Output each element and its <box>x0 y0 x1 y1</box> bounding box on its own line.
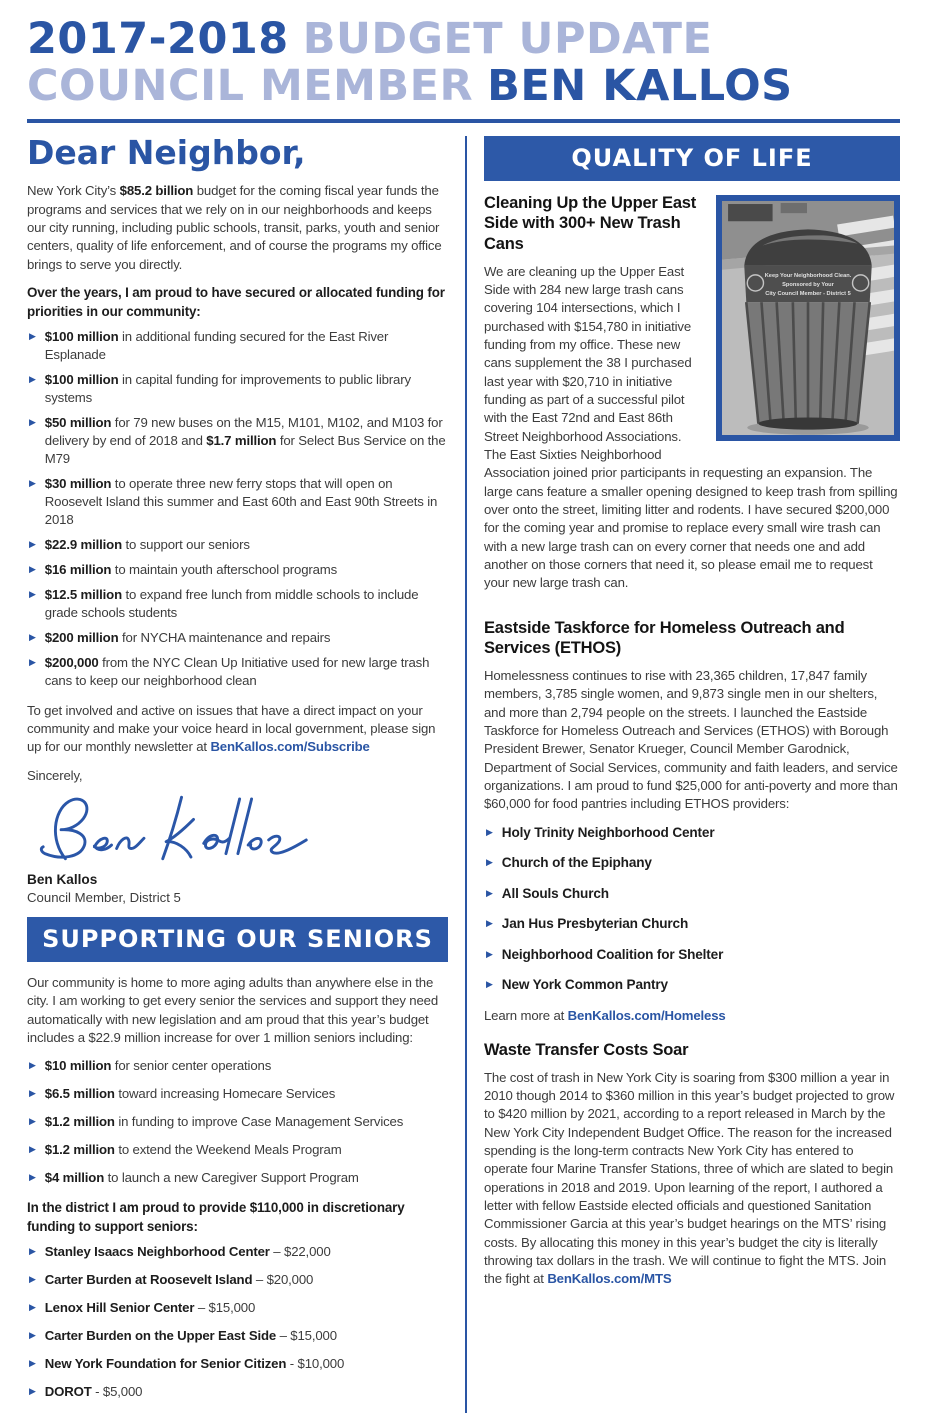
trash-can-photo-image <box>722 201 894 436</box>
bullet-triangle-icon: ▶ <box>29 331 36 342</box>
list-item <box>29 536 448 554</box>
bullet-triangle-icon: ▶ <box>486 948 493 959</box>
list-item <box>29 1085 448 1103</box>
inline-link[interactable]: BenKallos.com/Subscribe <box>210 739 370 755</box>
ethos-paragraph: Homelessness continues to rise with 23,365 children, 17,847 family members, 3,785 single women, and 9,873 single men in our shelters, and more than 2,794 people on the streets. I launched the Eastside Taskforce for Homeless Outreach and Services (ETHOS) with Borough President Brewer, Senator Krueger, Council Member Garodnick, Department of Social Services, community and faith leaders, and service organizations. I am proud to fund $25,000 for anti-poverty and more than $60,000 for food pantries including ETHOS providers: <box>484 668 898 812</box>
list-item-text: DOROT - $5,000 <box>44 1384 143 1400</box>
list-item-text: $100 million in capital funding for improvements to public library systems <box>44 372 411 406</box>
list-item-text: New York Foundation for Senior Citizen - $10,000 <box>44 1356 345 1372</box>
list-item-text: $4 million to launch a new Caregiver Support Program <box>44 1170 359 1186</box>
masthead-budget-update: BUDGET UPDATE <box>302 14 713 64</box>
list-item-text: Carter Burden on the Upper East Side – $15,000 <box>44 1328 337 1344</box>
bullet-triangle-icon: ▶ <box>29 631 36 642</box>
list-item-text: Lenox Hill Senior Center – $15,000 <box>44 1300 256 1316</box>
list-item <box>29 654 448 690</box>
list-item <box>29 1243 448 1261</box>
list-item <box>29 1113 448 1131</box>
greeting-heading: Dear Neighbor, <box>27 132 306 172</box>
seniors-funding-list <box>27 1057 448 1187</box>
inline-link[interactable]: BenKallos.com/MTS <box>547 1271 672 1287</box>
list-item-text: $1.2 million in funding to improve Case Management Services <box>44 1114 404 1130</box>
can-caption-line1: Keep Your Neighborhood Clean. <box>764 272 852 279</box>
list-item-text: Neighborhood Coalition for Shelter <box>501 946 724 962</box>
list-item-text: Stanley Isaacs Neighborhood Center – $22,000 <box>44 1244 331 1260</box>
masthead-years: 2017-2018 <box>27 14 289 64</box>
bullet-triangle-icon: ▶ <box>486 826 493 837</box>
ethos-heading: Eastside Taskforce for Homeless Outreach and Services (ETHOS) <box>484 618 845 658</box>
list-item <box>486 976 900 994</box>
masthead-council-member: COUNCIL MEMBER <box>27 60 474 111</box>
list-item-text: $200 million for NYCHA maintenance and repairs <box>44 629 331 645</box>
seniors-intro-paragraph: Our community is home to more aging adults than anywhere else in the city. I am working to get every senior the services and support they need automatically with new legislation and am proud that this year’s budget includes a $22.9 million increase for over 1 million seniors including: <box>27 975 439 1046</box>
right-column <box>465 136 900 1413</box>
sincerely-text: Sincerely, <box>27 767 83 783</box>
list-item-text: $100 million in additional funding secured for the East River Esplanade <box>44 329 389 363</box>
list-item <box>29 1383 448 1401</box>
list-item <box>29 371 448 407</box>
list-item <box>29 1327 448 1345</box>
trash-cans-heading: Cleaning Up the Upper East Side with 300+ New Trash Cans <box>484 193 697 253</box>
list-item <box>29 561 448 579</box>
list-item-text: $16 million to maintain youth afterschool programs <box>44 561 338 577</box>
list-item <box>29 1169 448 1187</box>
list-item <box>29 414 448 468</box>
list-item <box>486 885 900 903</box>
list-item-text: Jan Hus Presbyterian Church <box>501 916 689 932</box>
list-item <box>29 328 448 364</box>
bullet-triangle-icon: ▶ <box>29 656 36 667</box>
funding-lead-in: Over the years, I am proud to have secured or allocated funding for priorities in our community: <box>27 285 445 319</box>
seniors-orgs-list <box>27 1243 448 1401</box>
list-item <box>29 1355 448 1373</box>
signature-image <box>27 787 319 869</box>
list-item <box>486 946 900 964</box>
bullet-triangle-icon: ▶ <box>486 918 493 929</box>
bullet-triangle-icon: ▶ <box>29 1116 36 1127</box>
list-item-text: Church of the Epiphany <box>501 855 652 871</box>
ethos-providers-list <box>484 824 900 995</box>
bullet-triangle-icon: ▶ <box>486 857 493 868</box>
list-item-text: $6.5 million toward increasing Homecare Services <box>44 1086 336 1102</box>
intro-paragraph: New York City’s $85.2 billion budget for the coming fiscal year funds the programs and services that we rely on in our neighborhoods and keeps our city running, including public schools, transit, parks, youth and senior centers, quality of life enforcement, and of course the programs my office brings to serve you directly. <box>27 183 442 272</box>
list-item-text: $30 million to operate three new ferry stops that will open on Roosevelt Island this summer and East 60th and East 90th Streets in 2018 <box>44 476 438 527</box>
signer-title: Council Member, District 5 <box>27 890 181 906</box>
signer-name: Ben Kallos <box>27 871 98 887</box>
can-caption-line3: City Council Member - District 5 <box>765 290 851 297</box>
bullet-triangle-icon: ▶ <box>29 588 36 599</box>
funding-list <box>27 328 448 689</box>
trash-cans-paragraph: We are cleaning up the Upper East Side with 284 new large trash cans covering 104 intersections, which I purchased with $154,780 in initiative funding from my office. These new cans supplement the 38 I purchased last year with $20,710 in initiative funding as part of a successful pilot with the East 72nd and East 86th Street Neighborhood Associations. The East Sixties Neighborhood Association joined prior participants in requesting an expansion. The large cans feature a smaller opening designed to keep trash from spilling over onto the street, limiting litter and rodents. I have secured $200,000 for the coming year and promise to replace every small wire trash can with a new large trash can on every corner that needs one and add another on those corners that need it, so please email me to request your new large trash can. <box>484 263 898 591</box>
list-item-text: Carter Burden at Roosevelt Island – $20,000 <box>44 1272 314 1288</box>
header-divider <box>27 119 900 123</box>
list-item <box>29 1057 448 1075</box>
list-item-text: $10 million for senior center operations <box>44 1058 272 1074</box>
bullet-triangle-icon: ▶ <box>29 1060 36 1071</box>
list-item <box>486 854 900 872</box>
can-caption-line2: Sponsored by Your <box>782 281 834 288</box>
left-column <box>27 132 465 1413</box>
bullet-triangle-icon: ▶ <box>486 979 493 990</box>
list-item-text: All Souls Church <box>501 885 609 901</box>
ethos-learn-more: Learn more at BenKallos.com/Homeless <box>484 1007 726 1023</box>
list-item <box>29 475 448 529</box>
bullet-triangle-icon: ▶ <box>29 538 36 549</box>
bullet-triangle-icon: ▶ <box>486 887 493 898</box>
masthead-ben-kallos: BEN KALLOS <box>487 60 793 111</box>
bullet-triangle-icon: ▶ <box>29 1246 36 1257</box>
masthead-line2 <box>27 60 900 111</box>
list-item-text: $1.2 million to extend the Weekend Meals Program <box>44 1142 342 1158</box>
bullet-triangle-icon: ▶ <box>29 374 36 385</box>
list-item-text: Holy Trinity Neighborhood Center <box>501 824 715 840</box>
waste-transfer-paragraph: The cost of trash in New York City is soaring from $300 million a year in 2010 though 2014 to $360 million in this year’s budget projected to grow to $420 million by 2021, according to a report released in March by the New York City Independent Budget Office. The reason for the increased spending is the long-term contracts New York City has entered to operate four Marine Transfer Stations, three of which are slated to begin operations in 2018 and 2019. Upon learning of the report, I authored a letter with fellow Eastside elected officials and questioned Sanitation Commissioner Garcia at this year’s budget hearings on the MTS’ rising costs. By allocating this money in this year’s budget the city is literally throwing tax dollars in the trash. We will continue to fight the MTS. Join the fight at BenKallos.com/MTS <box>484 1069 895 1287</box>
masthead <box>27 16 900 110</box>
list-item-text: $12.5 million to expand free lunch from middle schools to include grade schools students <box>44 586 419 620</box>
bullet-triangle-icon: ▶ <box>29 1358 36 1369</box>
newsletter-signup-paragraph: To get involved and active on issues that have a direct impact on your community and make your voice heard in local government, please sign up for our monthly newsletter at BenKallos.com/Subscribe <box>27 702 436 755</box>
list-item-text: New York Common Pantry <box>501 977 668 993</box>
bullet-triangle-icon: ▶ <box>29 1088 36 1099</box>
inline-link[interactable]: BenKallos.com/Homeless <box>567 1007 726 1023</box>
bullet-triangle-icon: ▶ <box>29 478 36 488</box>
masthead-line1 <box>27 16 900 63</box>
supporting-seniors-banner: SUPPORTING OUR SENIORS <box>27 917 448 962</box>
quality-of-life-banner: QUALITY OF LIFE <box>484 136 900 181</box>
bullet-triangle-icon: ▶ <box>29 1144 36 1155</box>
list-item <box>486 915 900 933</box>
waste-transfer-heading: Waste Transfer Costs Soar <box>484 1041 689 1060</box>
waste-transfer-section <box>484 1040 900 1289</box>
bullet-triangle-icon: ▶ <box>29 1274 36 1285</box>
bullet-triangle-icon: ▶ <box>29 417 36 428</box>
list-item-text: $200,000 from the NYC Clean Up Initiative used for new large trash cans to keep our neighborhood clean <box>44 654 430 688</box>
list-item <box>486 824 900 842</box>
list-item <box>29 586 448 622</box>
bullet-triangle-icon: ▶ <box>29 1172 36 1183</box>
trash-can-photo <box>716 195 900 442</box>
list-item <box>29 1271 448 1289</box>
discretionary-lead-in: In the district I am proud to provide $110,000 in discretionary funding to support seniors: <box>27 1200 405 1234</box>
trash-cans-section <box>484 193 900 603</box>
list-item <box>29 629 448 647</box>
bullet-triangle-icon: ▶ <box>29 563 36 574</box>
list-item-text: $50 million for 79 new buses on the M15, M101, M102, and M103 for delivery by end of 2018 and $1.7 million for Select Bus Service on the M79 <box>44 415 446 467</box>
bullet-triangle-icon: ▶ <box>29 1386 36 1397</box>
ethos-section <box>484 618 900 1025</box>
list-item <box>29 1299 448 1317</box>
list-item-text: $22.9 million to support our seniors <box>44 536 250 552</box>
bullet-triangle-icon: ▶ <box>29 1330 36 1341</box>
list-item <box>29 1141 448 1159</box>
bullet-triangle-icon: ▶ <box>29 1302 36 1313</box>
